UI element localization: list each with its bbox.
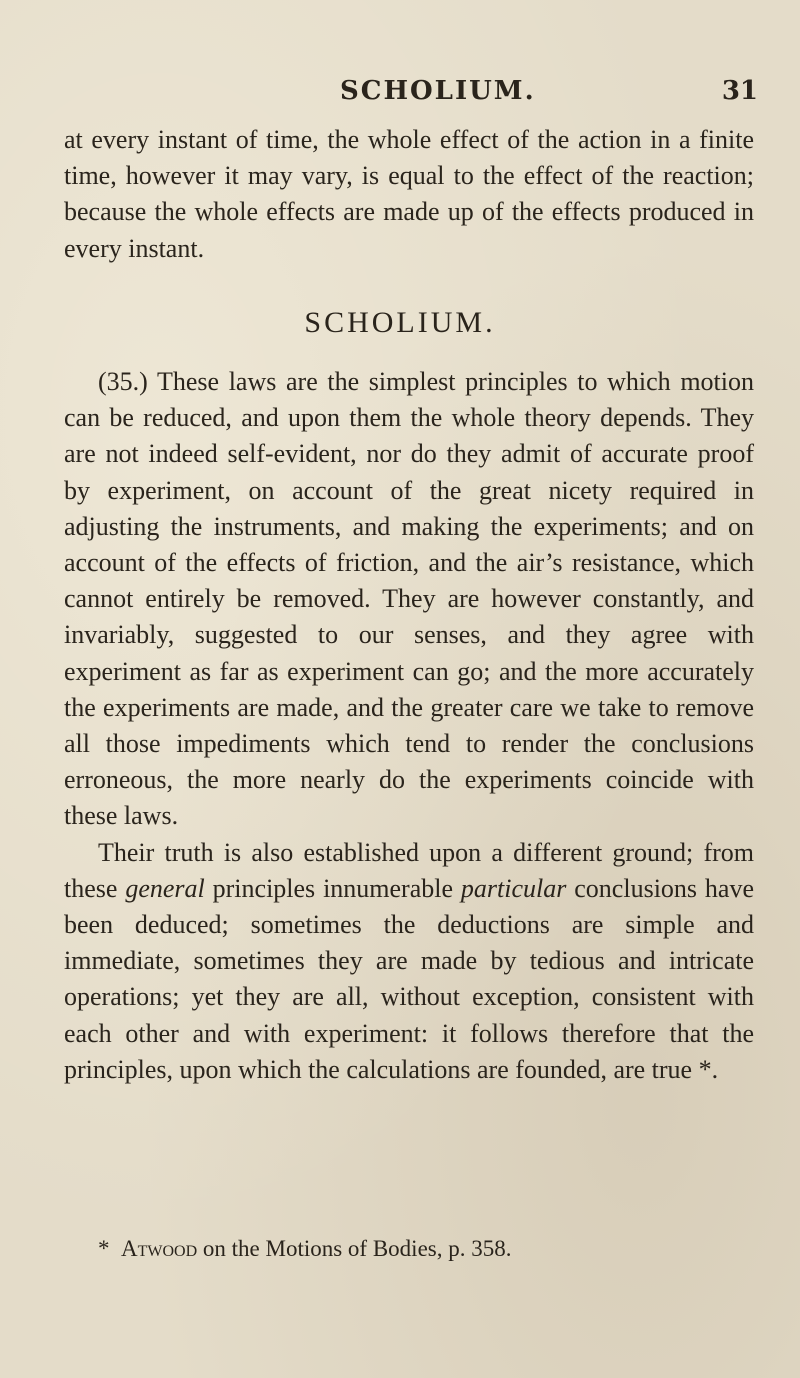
paragraph-truth-part-c: conclusions have been deduced; sometimes the deductions are simple and immediate, sometimes they are made by tedious and intricate operations; yet they are all, without exception, consistent with each other and with experiment: it follows therefore that the principles, upon which the calculations are founded, are true *. <box>64 873 755 1084</box>
section-heading: SCHOLIUM. <box>304 306 496 339</box>
footnote-marker: * <box>98 1236 110 1261</box>
paragraph-truth-part-a: Their truth is also established upon a different ground; from these <box>64 837 754 903</box>
footnote <box>98 1236 758 1262</box>
running-title: SCHOLIUM. <box>340 76 536 106</box>
paragraph-35: (35.) These laws are the simplest principles to which motion can be reduced, and upon them the whole theory depends. They are not indeed self-evident, nor do they admit of accurate proof by experiment, on account of the great nicety required in adjusting the instruments, and making the experiments; and on account of the effects of friction, and the air’s resistance, which cannot entirely be removed. They are however constantly, and invariably, suggested to our senses, and they agree with experiment as far as experiment can go; and the more accurately the experiments are made, and the greater care we take to remove all those impediments which tend to render the conclusions erroneous, the more nearly do the experiments coincide with these laws. <box>64 367 754 831</box>
carry-over-paragraph: at every instant of time, the whole effect of the action in a finite time, however it may vary, is equal to the effect of the reaction; because the whole effects are made up of the effects produced in every instant. <box>64 125 754 263</box>
emphasis-general: general <box>125 873 205 903</box>
paragraph-truth <box>64 835 754 1088</box>
footnote-text: on the Motions of Bodies, p. 358. <box>197 1236 512 1261</box>
page-number: 31 <box>721 76 758 106</box>
emphasis-particular: particular <box>460 873 567 903</box>
running-head <box>0 72 800 112</box>
scholium-body <box>64 364 754 1088</box>
paragraph-truth-part-b: principles innumerable <box>204 873 461 903</box>
footnote-author: Atwood <box>121 1236 198 1261</box>
